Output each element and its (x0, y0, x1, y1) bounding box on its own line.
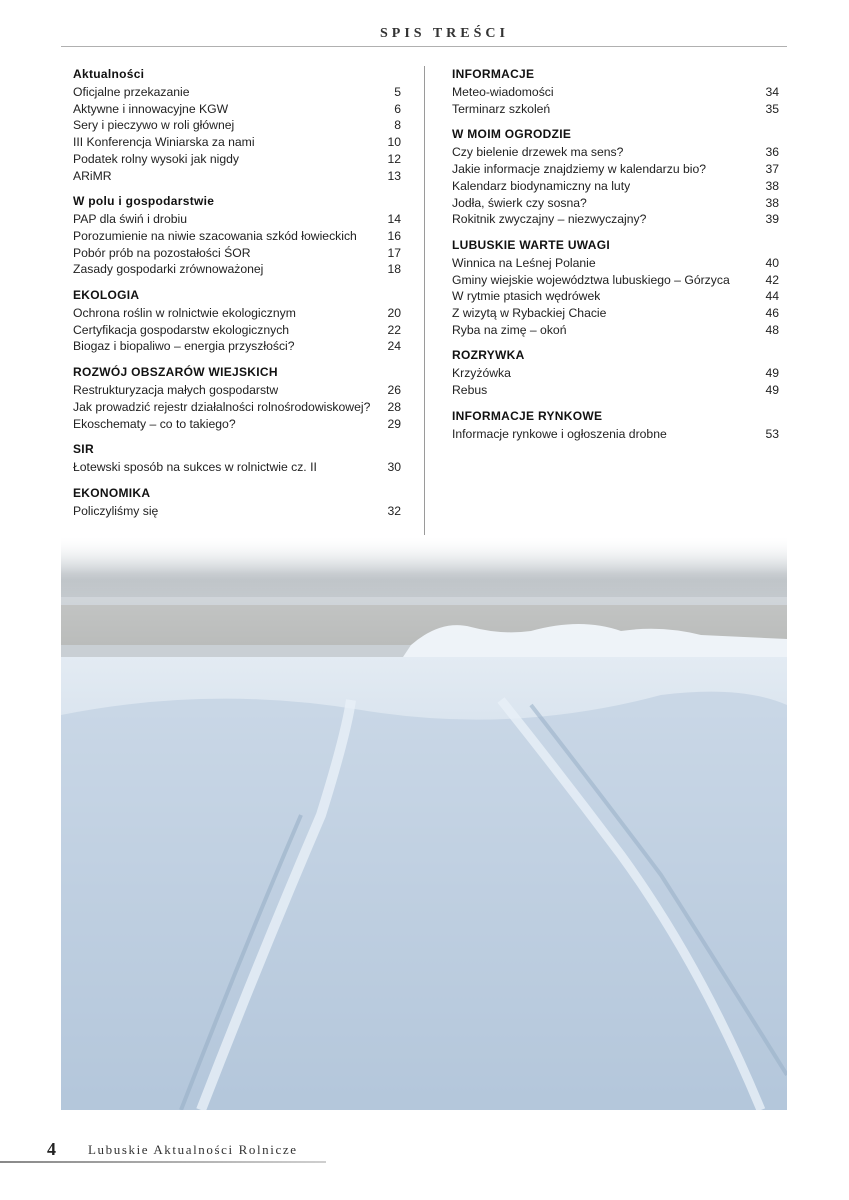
entry-page-number: 8 (394, 118, 401, 133)
entry-page-number: 36 (765, 145, 779, 160)
entry-title: Biogaz i biopaliwo – energia przyszłości? (73, 339, 295, 354)
entry-title: Zasady gospodarki zrównoważonej (73, 262, 264, 277)
entry-page-number: 30 (387, 460, 401, 475)
toc-entry[interactable] (452, 382, 779, 399)
toc-entry[interactable] (73, 151, 401, 168)
toc-entry[interactable] (452, 426, 779, 443)
entry-title: ARiMR (73, 168, 112, 183)
toc-section (452, 66, 779, 117)
entry-title: Policzyliśmy się (73, 503, 159, 518)
toc-entry[interactable] (452, 101, 779, 118)
toc-entry[interactable] (73, 211, 401, 228)
toc-section (73, 441, 401, 476)
entry-page-number: 16 (387, 228, 401, 243)
entry-title: Pobór prób na pozostałości ŚOR (73, 245, 251, 260)
section-title: LUBUSKIE WARTE UWAGI (452, 237, 610, 252)
toc-entry[interactable] (452, 161, 779, 178)
entry-title: Jakie informacje znajdziemy w kalendarzu bio? (452, 162, 707, 177)
entry-title: Meteo-wiadomości (452, 85, 554, 99)
entry-title: Sery i pieczywo w roli głównej (73, 118, 235, 133)
toc-entry[interactable] (452, 305, 779, 322)
entry-page-number: 42 (765, 272, 779, 287)
entry-page-number: 46 (765, 306, 779, 321)
entry-title: PAP dla świń i drobiu (73, 212, 188, 227)
toc-section (452, 126, 779, 228)
toc-entry[interactable] (73, 245, 401, 262)
toc-entry[interactable] (73, 168, 401, 185)
entry-title: Certyfikacja gospodarstw ekologicznych (73, 322, 290, 337)
toc-entry[interactable] (452, 178, 779, 195)
entry-title: Ekoschematy – co to takiego? (73, 416, 236, 431)
entry-title: Łotewski sposób na sukces w rolnictwie cz. II (73, 460, 317, 475)
entry-title: Podatek rolny wysoki jak nigdy (73, 151, 239, 166)
entry-page-number: 12 (387, 151, 401, 166)
entry-title: Oficjalne przekazanie (73, 85, 190, 99)
entry-title: Restrukturyzacja małych gospodarstw (73, 383, 279, 398)
toc-section (452, 408, 779, 443)
toc-entry[interactable] (73, 459, 401, 476)
entry-page-number: 32 (387, 503, 401, 518)
entry-page-number: 22 (387, 322, 401, 337)
toc-entry[interactable] (73, 416, 401, 433)
entry-page-number: 39 (765, 212, 779, 227)
entry-page-number: 48 (765, 322, 779, 337)
entry-page-number: 37 (765, 162, 779, 177)
entry-title: III Konferencja Winiarska za nami (73, 135, 255, 150)
entry-page-number: 17 (387, 245, 401, 260)
entry-page-number: 10 (387, 135, 401, 150)
entry-page-number: 34 (765, 85, 779, 99)
entry-title: Kalendarz biodynamiczny na luty (452, 178, 631, 193)
toc-entry[interactable] (452, 272, 779, 289)
entry-title: Porozumienie na niwie szacowania szkód łowieckich (73, 228, 357, 243)
entry-title: Czy bielenie drzewek ma sens? (452, 145, 624, 160)
section-title: W MOIM OGRODZIE (452, 127, 572, 142)
entry-page-number: 38 (765, 195, 779, 210)
entry-title: Aktywne i innowacyjne KGW (73, 101, 229, 116)
entry-page-number: 40 (765, 255, 779, 270)
entry-title: Jodła, świerk czy sosna? (452, 195, 587, 210)
entry-title: Ochrona roślin w rolnictwie ekologicznym (73, 306, 296, 321)
entry-title: Krzyżówka (452, 366, 511, 381)
toc-section (73, 193, 401, 278)
toc-entry[interactable] (73, 322, 401, 339)
entry-title: Jak prowadzić rejestr działalności rolnośrodowiskowej? (73, 399, 371, 414)
toc-entry[interactable] (73, 134, 401, 151)
winter-field-photo (61, 535, 787, 1110)
entry-title: Rokitnik zwyczajny – niezwyczajny? (452, 212, 647, 227)
entry-title: Ryba na zimę – okoń (452, 322, 567, 337)
toc-entry[interactable] (73, 261, 401, 278)
toc-entry[interactable] (452, 255, 779, 272)
column-divider (424, 66, 425, 536)
entry-page-number: 53 (765, 426, 779, 441)
toc-section (452, 347, 779, 398)
entry-title: Gminy wiejskie województwa lubuskiego – Górzyca (452, 272, 730, 287)
entry-page-number: 24 (387, 339, 401, 354)
section-title: EKONOMIKA (73, 485, 151, 500)
toc-section (73, 485, 401, 520)
entry-page-number: 26 (387, 383, 401, 398)
toc-entry[interactable] (73, 101, 401, 118)
entry-page-number: 14 (387, 212, 401, 227)
section-title: INFORMACJE (452, 67, 535, 81)
toc-entry[interactable] (452, 195, 779, 212)
toc-entry[interactable] (73, 117, 401, 134)
toc-entry[interactable] (73, 228, 401, 245)
page-title: SPIS TREŚCI (380, 26, 509, 41)
toc-section (73, 364, 401, 432)
section-title: ROZWÓJ OBSZARÓW WIEJSKICH (73, 365, 278, 380)
entry-title: Z wizytą w Rybackiej Chacie (452, 306, 607, 321)
page-number: 4 (47, 1139, 56, 1159)
section-title: ROZRYWKA (452, 348, 525, 363)
toc-entry[interactable] (452, 211, 779, 228)
entry-title: Informacje rynkowe i ogłoszenia drobne (452, 426, 667, 441)
toc-column-left (73, 66, 401, 529)
footer-divider (0, 1161, 326, 1163)
entry-page-number: 18 (387, 262, 401, 277)
toc-entry[interactable] (73, 305, 401, 322)
section-title: INFORMACJE RYNKOWE (452, 408, 603, 423)
entry-page-number: 38 (765, 178, 779, 193)
entry-page-number: 28 (387, 399, 401, 414)
entry-title: Winnica na Leśnej Polanie (452, 255, 596, 270)
toc-entry[interactable] (73, 382, 401, 399)
entry-page-number: 35 (765, 101, 779, 116)
entry-title: W rytmie ptasich wędrówek (452, 289, 601, 304)
toc-entry[interactable] (73, 338, 401, 355)
toc-entry[interactable] (73, 84, 401, 101)
section-title: W polu i gospodarstwie (73, 194, 215, 209)
toc-entry[interactable] (452, 144, 779, 161)
entry-title: Rebus (452, 383, 488, 398)
toc-entry[interactable] (452, 288, 779, 305)
toc-section (73, 66, 401, 184)
entry-page-number: 6 (394, 101, 401, 116)
toc-section (452, 237, 779, 339)
toc-entry[interactable] (73, 399, 401, 416)
toc-entry[interactable] (452, 365, 779, 382)
entry-page-number: 49 (765, 383, 779, 398)
toc-entry[interactable] (452, 322, 779, 339)
toc-entry[interactable] (452, 84, 779, 101)
section-title: Aktualności (73, 67, 145, 81)
entry-page-number: 29 (387, 416, 401, 431)
toc-column-right (452, 66, 779, 452)
publication-title: Lubuskie Aktualności Rolnicze (88, 1142, 298, 1157)
toc-entry[interactable] (73, 503, 401, 520)
entry-page-number: 13 (387, 168, 401, 183)
section-title: SIR (73, 442, 94, 457)
entry-title: Terminarz szkoleń (452, 101, 551, 116)
entry-page-number: 44 (765, 289, 779, 304)
entry-page-number: 49 (765, 366, 779, 381)
entry-page-number: 5 (394, 85, 401, 99)
entry-page-number: 20 (387, 306, 401, 321)
header-divider (61, 46, 787, 47)
section-title: EKOLOGIA (73, 288, 140, 303)
toc-section (73, 287, 401, 355)
